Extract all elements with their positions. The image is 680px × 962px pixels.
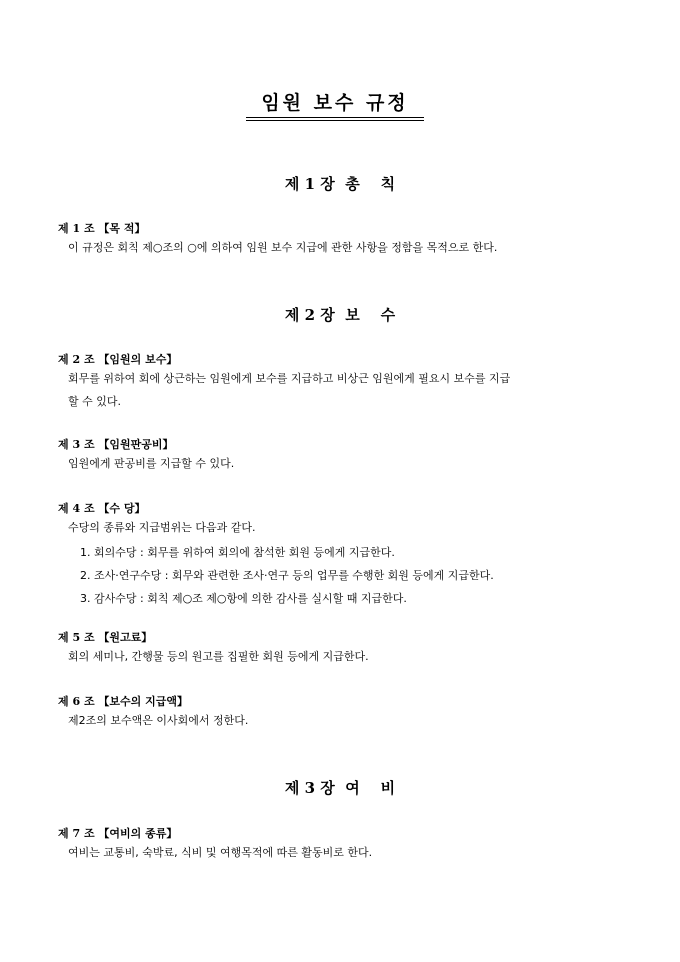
title-underline-top xyxy=(246,117,424,118)
article-2-heading: 제 2 조 【임원의 보수】 xyxy=(58,353,178,366)
article-6-body: 제2조의 보수액은 이사회에서 정한다. xyxy=(68,714,249,727)
article-1-body: 이 규정은 회칙 제○조의 ○에 의하여 임원 보수 지급에 관한 사항을 정함을 목적으로 한다. xyxy=(68,241,498,254)
article-7-heading: 제 7 조 【여비의 종류】 xyxy=(58,827,178,840)
article-4-item-3: 3. 감사수당 : 회칙 제○조 제○항에 의한 감사를 실시할 때 지급한다. xyxy=(80,592,407,605)
article-1-heading: 제 1 조 【목 적】 xyxy=(58,222,146,235)
document-title: 임원 보수 규정 xyxy=(261,92,409,114)
article-6-heading: 제 6 조 【보수의 지급액】 xyxy=(58,695,188,708)
chapter-2-heading: 제 2 장 보 수 xyxy=(284,306,396,324)
chapter-1-heading: 제 1 장 총 칙 xyxy=(284,175,396,193)
chapter-3-heading: 제 3 장 여 비 xyxy=(284,779,396,797)
title-underline-bottom xyxy=(246,120,424,121)
article-5-heading: 제 5 조 【원고료】 xyxy=(58,631,153,644)
article-5-body: 회의 세미나, 간행물 등의 원고를 집필한 회원 등에게 지급한다. xyxy=(68,650,369,663)
article-7-body: 여비는 교통비, 숙박료, 식비 및 여행목적에 따른 활동비로 한다. xyxy=(68,846,373,859)
article-4-heading: 제 4 조 【수 당】 xyxy=(58,502,146,515)
article-4-item-2: 2. 조사·연구수당 : 회무와 관련한 조사·연구 등의 업무를 수행한 회원 등에게 지급한다. xyxy=(80,569,494,582)
article-2-body-line-1: 회무를 위하여 회에 상근하는 임원에게 보수를 지급하고 비상근 임원에게 필요시 보수를 지급 xyxy=(68,372,511,385)
article-3-heading: 제 3 조 【임원판공비】 xyxy=(58,438,174,451)
article-4-body: 수당의 종류와 지급범위는 다음과 같다. xyxy=(68,521,256,534)
article-2-body-line-2: 할 수 있다. xyxy=(68,395,121,408)
article-4-item-1: 1. 회의수당 : 회무를 위하여 회의에 참석한 회원 등에게 지급한다. xyxy=(80,546,395,559)
article-3-body: 임원에게 판공비를 지급할 수 있다. xyxy=(68,457,235,470)
